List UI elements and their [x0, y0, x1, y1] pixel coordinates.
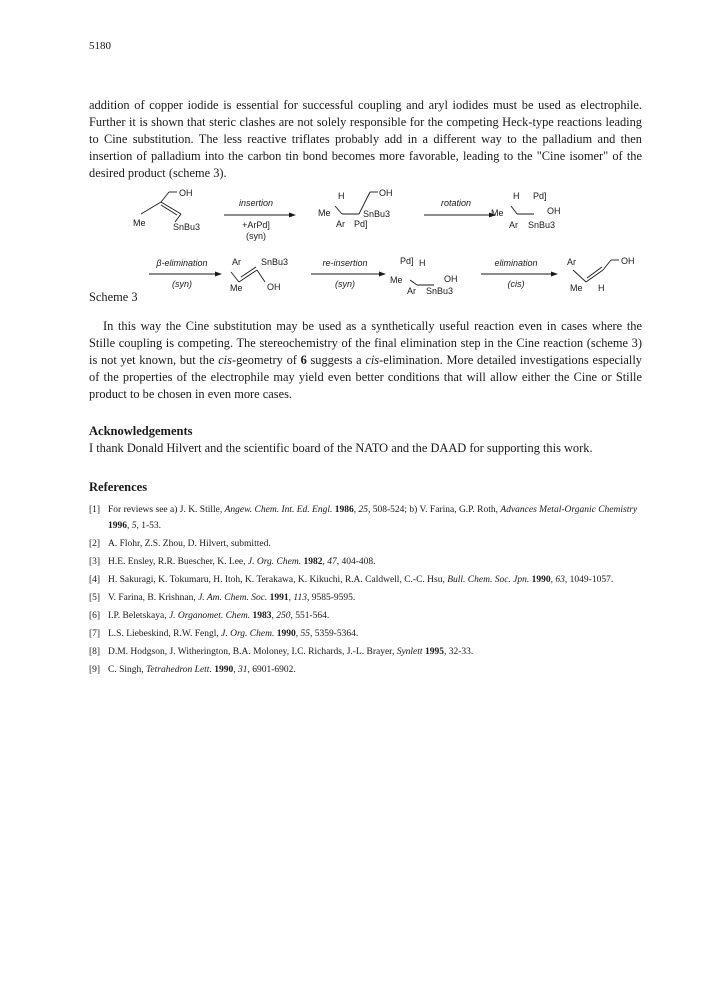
bond-line [257, 270, 265, 282]
bond-line [573, 270, 586, 282]
scheme-label: Scheme 3 [89, 290, 138, 304]
reference-authors: V. Farina, B. Krishnan, [108, 593, 199, 603]
atom-label: Me [570, 283, 583, 293]
atom-label: Ar [509, 220, 518, 230]
bond-line [365, 192, 370, 202]
atom-label: H [513, 191, 520, 201]
reference-authors: L.S. Liebeskind, R.W. Fengl, [108, 629, 222, 639]
atom-label: Pd] [354, 219, 368, 229]
atom-label: OH [444, 274, 458, 284]
reference-year: 1996 [108, 521, 127, 531]
reference-number: [5] [89, 593, 101, 603]
reference-year: 1990 [211, 665, 234, 675]
arrowhead [289, 213, 296, 218]
reference-item [89, 572, 645, 588]
reference-journal: Synlett [396, 647, 423, 657]
reference-volume: , 25 [353, 505, 368, 515]
reference-item [89, 536, 645, 552]
arrow-label: re-insertion [322, 258, 368, 268]
bond-line [175, 214, 181, 222]
reference-pages: , 9585-9595. [306, 593, 356, 603]
atom-label: SnBu3 [426, 286, 454, 296]
reference-journal: J. Am. Chem. Soc. [198, 593, 268, 603]
reference-year: 1982 [301, 557, 323, 567]
reference-pages: , 551-564. [290, 611, 330, 621]
reference-journal: Tetrahedron Lett. [146, 665, 212, 675]
reference-item [89, 554, 645, 570]
atom-label: H [338, 191, 345, 201]
reference-year: 1990 [529, 575, 551, 585]
reference-pages: , 1-53. [136, 521, 162, 531]
reference-authors: I.P. Beletskaya, [108, 611, 169, 621]
bond-line [511, 206, 517, 214]
arrow-label: rotation [440, 198, 472, 208]
reference-number: [9] [89, 665, 101, 675]
reference-item [89, 590, 645, 606]
arrow-label: elimination [494, 258, 538, 268]
atom-label: Me [133, 218, 146, 228]
reference-volume: , 5 [127, 521, 137, 531]
acknowledgements-heading: Acknowledgements [89, 424, 193, 438]
reference-item [89, 644, 645, 660]
body-paragraph [89, 318, 642, 403]
atom-label: H [598, 283, 605, 293]
atom-label: OH [379, 188, 393, 198]
arrowhead [551, 272, 558, 277]
reference-number: [2] [89, 539, 101, 549]
atom-label: OH [547, 206, 561, 216]
text-run: suggests a [306, 353, 366, 367]
text-run: -elimination. More detailed investigations especially of the properties of the electrophile may yield even better conditions that will allow either the Cine or Stille product to be chosen in even more cases. [89, 353, 642, 401]
compound-number: 6 [300, 353, 307, 367]
atom-label: SnBu3 [528, 220, 556, 230]
reference-authors: D.M. Hodgson, J. Witherington, B.A. Moloney, I.C. Richards, J.-L. Brayer, [108, 647, 397, 657]
arrow-label: (cis) [507, 279, 525, 289]
arrowhead [215, 272, 222, 277]
arrow-label: β-elimination [156, 258, 208, 268]
bond-line [231, 272, 239, 282]
reference-authors: For reviews see a) J. K. Stille, [108, 505, 225, 515]
reference-pages: , 508-524; b) V. Farina, G.P. Roth, [368, 505, 501, 515]
atom-label: SnBu3 [173, 222, 201, 232]
atom-label: OH [267, 282, 281, 292]
reference-pages: , 5359-5364. [309, 629, 359, 639]
text-run-italic: cis [365, 353, 380, 367]
atom-label: Ar [567, 257, 576, 267]
reference-year: 1991 [267, 593, 289, 603]
arrow-label: (syn) [172, 279, 192, 289]
reference-authors: H.E. Ensley, R.R. Buescher, K. Lee, [108, 557, 248, 567]
reference-volume: , 113 [288, 593, 307, 603]
reference-pages: , 6901-6902. [247, 665, 296, 675]
reference-volume: , 55 [295, 629, 310, 639]
references-heading: References [89, 480, 148, 494]
bond-line [161, 192, 169, 202]
reference-number: [7] [89, 629, 101, 639]
arrow-label: insertion [238, 198, 274, 208]
atom-label: Me [318, 208, 331, 218]
reference-item [89, 662, 645, 678]
atom-label: Me [491, 208, 504, 218]
reference-journal: J. Org. Chem. [221, 629, 275, 639]
reference-year: 1990 [274, 629, 296, 639]
reference-pages: , 1049-1057. [564, 575, 614, 585]
text-run: -geometry of [231, 353, 301, 367]
reference-number: [3] [89, 557, 101, 567]
bond-line [603, 260, 611, 270]
atom-label: Ar [336, 219, 345, 229]
reference-item [89, 608, 645, 624]
reference-journal: Bull. Chem. Soc. Jpn. [447, 575, 530, 585]
reference-authors: H. Sakuragi, K. Tokumaru, H. Itoh, K. Terakawa, K. Kikuchi, R.A. Caldwell, C.-C. Hsu, [108, 575, 448, 585]
atom-label: Me [390, 275, 403, 285]
atom-label: H [419, 258, 426, 268]
reference-authors: C. Singh, [108, 665, 147, 675]
arrow-label: +ArPd] [242, 220, 270, 230]
reference-year: 1986 [332, 505, 354, 515]
bond-line [586, 270, 603, 282]
atom-label: Ar [407, 286, 416, 296]
atom-label: Pd] [400, 256, 414, 266]
bond-line [335, 206, 342, 214]
reference-number: [4] [89, 575, 101, 585]
atom-label: SnBu3 [261, 257, 289, 267]
atom-label: SnBu3 [363, 209, 391, 219]
reference-list [89, 502, 645, 680]
reference-number: [1] [89, 505, 101, 515]
reference-authors: A. Flohr, Z.S. Zhou, D. Hilvert, submitted. [108, 539, 271, 549]
reference-number: [8] [89, 647, 101, 657]
acknowledgements-text: I thank Donald Hilvert and the scientific board of the NATO and the DAAD for supporting this work. [89, 441, 593, 455]
reference-pages: , 404-408. [336, 557, 376, 567]
bond-line [161, 202, 181, 214]
arrowhead [379, 272, 386, 277]
bond-line [141, 202, 161, 214]
reference-volume: , 250 [271, 611, 291, 621]
reference-item [89, 502, 645, 534]
page-number: 5180 [89, 40, 111, 52]
reference-journal: J. Org. Chem. [247, 557, 302, 567]
atom-label: Ar [232, 257, 241, 267]
text-run: In this way the Cine substitution may be used as a synthetically useful reaction even in cases where the Stille coupling is competing. The stereochemistry of the final elimination step in the Cine reaction (scheme 3) is not yet known, but the [89, 319, 642, 367]
atom-label: Me [230, 283, 243, 293]
reaction-scheme [89, 186, 649, 306]
reference-item [89, 626, 645, 642]
atom-label: Pd] [533, 191, 547, 201]
reference-journal: Advances Metal-Organic Chemistry [500, 505, 638, 515]
reference-volume: , 31 [233, 665, 248, 675]
reference-volume: , 47 [322, 557, 337, 567]
arrow-label: (syn) [335, 279, 355, 289]
atom-label: OH [621, 256, 635, 266]
reference-volume: , 63 [550, 575, 565, 585]
reference-year: 1983 [250, 611, 272, 621]
atom-label: OH [179, 188, 193, 198]
reference-journal: J. Organomet. Chem. [168, 611, 251, 621]
bond-line [410, 280, 417, 285]
text-run-italic: cis [218, 353, 232, 367]
reference-number: [6] [89, 611, 101, 621]
scheme-drawing [89, 186, 649, 306]
intro-paragraph: addition of copper iodide is essential for successful coupling and aryl iodides must be used as electrophile. Further it is shown that steric clashes are not solely responsible for the competing Heck-type reactions leading to Cine substitution. The less reactive triflates probably add in a different way to the palladium and then insertion of palladium into the carbon tin bond becomes more favorable, leading to the "Cine isomer" of the desired product (scheme 3). [89, 98, 642, 180]
reference-journal: Angew. Chem. Int. Ed. Engl. [224, 505, 333, 515]
reference-year: 1995 [422, 647, 444, 657]
arrow-label: (syn) [246, 231, 266, 241]
reference-pages: , 32-33. [443, 647, 474, 657]
